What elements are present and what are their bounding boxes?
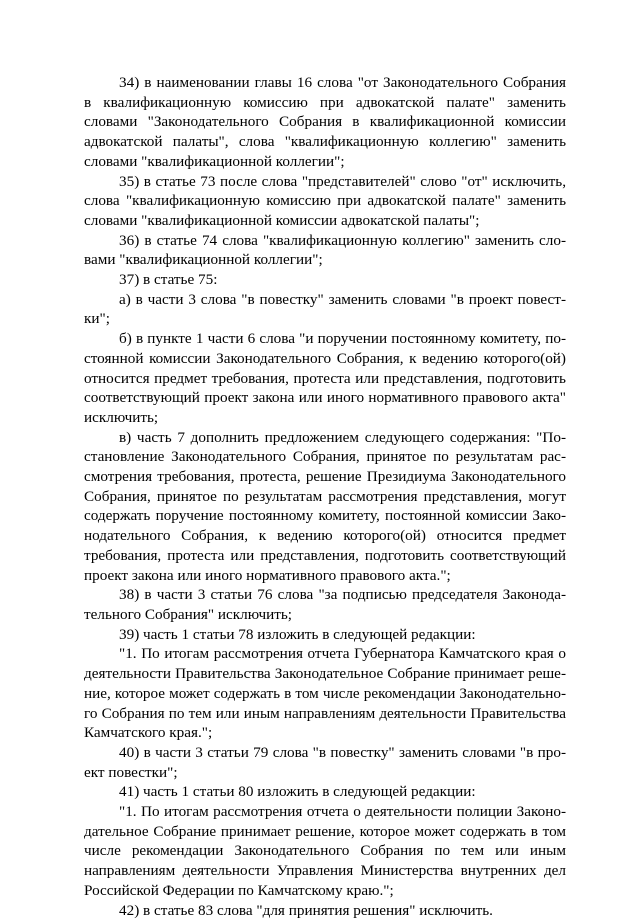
paragraph-item-36: 36) в статье 74 слова "квалификационную коллегию" заменить словами "квалификационной коллегии"; (84, 231, 566, 269)
paragraph-item-37v: в) часть 7 дополнить предложением следующего содержания: "Постановление Законодательного Собрания, принятое по результатам рассмотрения требования, протеста, решение Президиума Законодательного Собрания, принятое по результатам рассмотрения представления, могут содержать поручение постоянному комитету, постоянной комиссии Законодательного Собрания, к ведению которого(ой) относится предмет требования, протеста или представления, подготовить соответствующий проект закона или иного нормативного правового акта."; (84, 428, 566, 584)
paragraph-item-41-text: "1. По итогам рассмотрения отчета о деятельности полиции Законодательное Собрание принимает решение, которое может содержать в том числе рекомендации Законодательного Собрания по тем или иным направлениям деятельности Управления Министерства внутренних дел Российской Федерации по Камчатскому краю."; (84, 803, 566, 899)
paragraph-item-35: 35) в статье 73 после слова "представителей" слово "от" исключить, слова "квалификационную комиссию при адвокатской палате" заменить словами "квалификационной комиссии адвокатской палаты"; (84, 172, 566, 229)
paragraph-item-37a: а) в части 3 слова "в повестку" заменить словами "в проект повестки"; (84, 290, 566, 328)
paragraph-item-40: 40) в части 3 статьи 79 слова "в повестку" заменить словами "в проект повестки"; (84, 743, 566, 781)
paragraph-item-41: 41) часть 1 статьи 80 изложить в следующей редакции: (119, 783, 476, 801)
paragraph-item-37b: б) в пункте 1 части 6 слова "и поручении постоянному комитету, постоянной комиссии Законодательного Собрания, к ведению которого(ой) относится предмет требования, протеста или представления, подготовить соответствующий проект закона или иного нормативного правового акта" исключить; (84, 330, 566, 426)
paragraph-item-42: 42) в статье 83 слова "для принятия решения" исключить. (119, 901, 493, 919)
paragraph-item-38: 38) в части 3 статьи 76 слова "за подписью председателя Законодательного Собрания" исключить; (84, 586, 566, 623)
document-body (84, 73, 566, 920)
paragraph-item-39: 39) часть 1 статьи 78 изложить в следующей редакции: (119, 625, 476, 643)
paragraph-item-39-text: "1. По итогам рассмотрения отчета Губернатора Камчатского края о деятельности Правительства Законодательное Собрание принимает решение, которое может содержать в том числе рекомендации Законодательного Собрания по тем или иным направлениям деятельности Правительства Камчатского края."; (84, 645, 566, 742)
paragraph-item-37: 37) в статье 75: (119, 271, 218, 289)
paragraph-item-34: 34) в наименовании главы 16 слова "от Законодательного Собрания в квалификационную комиссию при адвокатской палате" заменить словами "Законодательного Собрания в квалификационной комиссии адвокатской палаты", слова "квалификационную коллегию" заменить словами "квалификационной коллегии"; (84, 74, 566, 170)
